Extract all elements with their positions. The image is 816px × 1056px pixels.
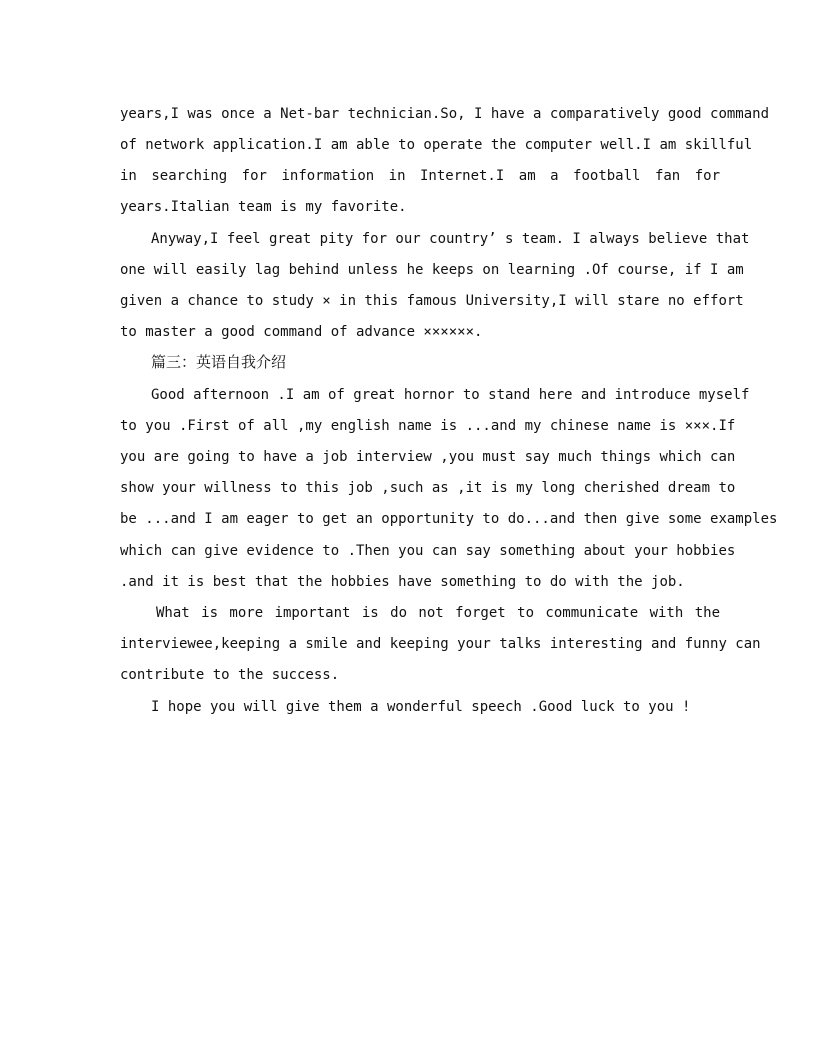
- paragraph-line: .and it is best that the hobbies have something to do with the job.: [120, 574, 685, 590]
- paragraph-line: you are going to have a job interview ,you must say much things which can: [120, 449, 736, 465]
- paragraph-line: I hope you will give them a wonderful speech .Good luck to you !: [151, 699, 691, 715]
- paragraph-line: to master a good command of advance ××××××.: [120, 324, 483, 340]
- paragraph-line: of network application.I am able to operate the computer well.I am skillful: [120, 137, 753, 153]
- paragraph-line: in searching for information in Internet.I am a football fan for: [120, 168, 720, 184]
- paragraph-line: one will easily lag behind unless he keeps on learning .Of course, if I am: [120, 262, 744, 278]
- paragraph-line: years,I was once a Net-bar technician.So, I have a comparatively good command: [120, 106, 770, 122]
- paragraph-line: What is more important is do not forget to communicate with the: [156, 605, 720, 621]
- paragraph-line: interviewee,keeping a smile and keeping your talks interesting and funny can: [120, 636, 761, 652]
- paragraph-line: be ...and I am eager to get an opportunity to do...and then give some examples: [120, 511, 778, 527]
- paragraph-line: Good afternoon .I am of great hornor to stand here and introduce myself: [151, 387, 750, 403]
- paragraph-line: years.Italian team is my favorite.: [120, 199, 407, 215]
- paragraph-line: which can give evidence to .Then you can say something about your hobbies: [120, 543, 736, 559]
- section-heading: 篇三：英语自我介绍: [151, 353, 287, 371]
- paragraph-line: given a chance to study × in this famous University,I will stare no effort: [120, 293, 744, 309]
- paragraph-line: show your willness to this job ,such as ,it is my long cherished dream to: [120, 480, 736, 496]
- paragraph-line: contribute to the success.: [120, 667, 340, 683]
- paragraph-line: Anyway,I feel great pity for our country’ s team. I always believe that: [151, 231, 750, 247]
- paragraph-line: to you .First of all ,my english name is ...and my chinese name is ×××.If: [120, 418, 736, 434]
